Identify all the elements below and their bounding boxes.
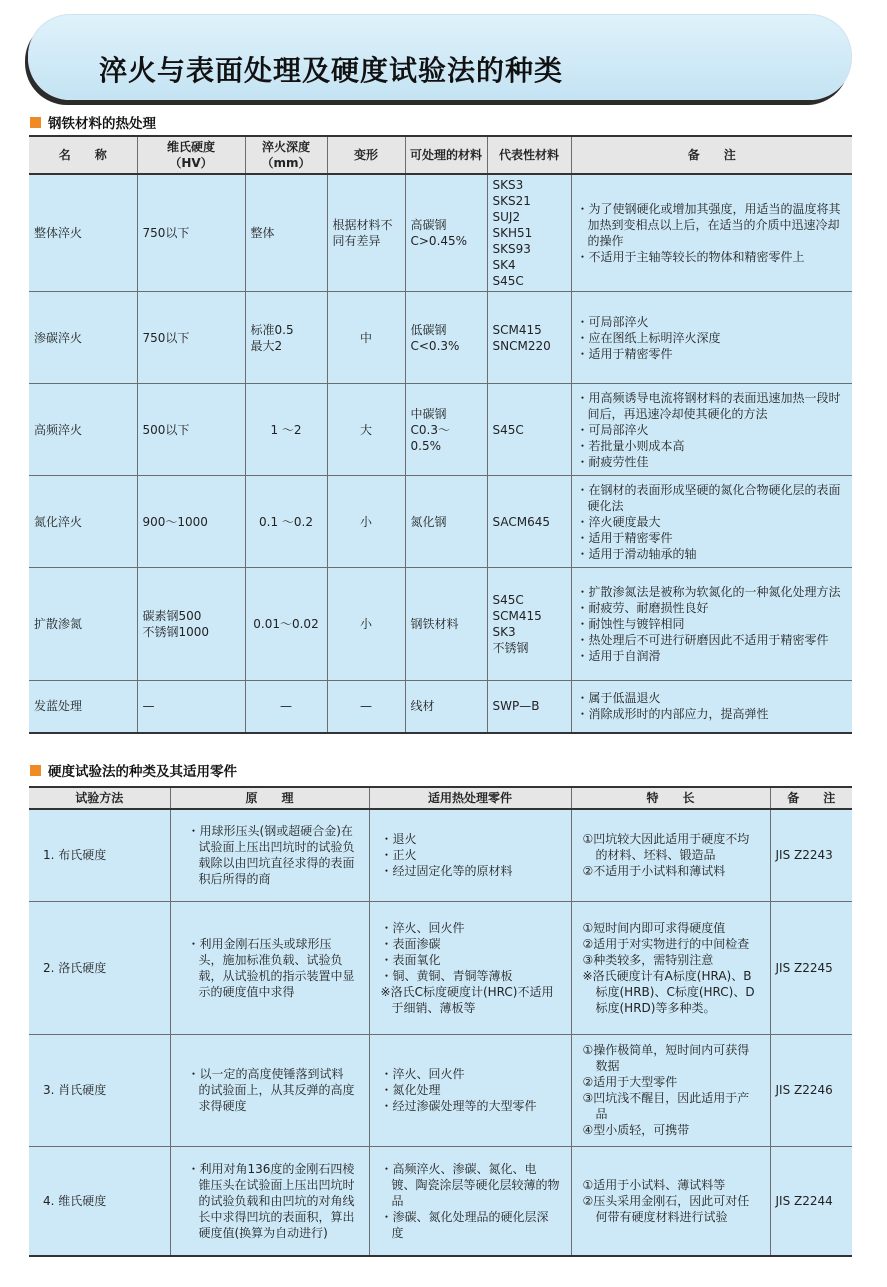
- feature-marker: ※: [582, 968, 593, 983]
- treatment-name: 扩散渗氮: [29, 568, 137, 681]
- col-header-material: 可处理的材料: [405, 136, 487, 174]
- feature-text: 凹坑较大因此适用于硬度不均的材料、坯料、锻造品: [593, 832, 750, 863]
- vickers-hardness: 750以下: [137, 174, 245, 292]
- table-row: [29, 292, 852, 384]
- feature-text: 型小质轻，可携带: [593, 1123, 690, 1137]
- treatable-material: 低碳钢 C<0.3%: [405, 292, 487, 384]
- deformation: 小: [327, 568, 405, 681]
- part-item: [381, 1098, 560, 1114]
- quench-depth: 0.01～0.02: [245, 568, 327, 681]
- part-text: 表面氧化: [392, 952, 441, 967]
- vickers-hardness: 碳素钢500 不锈钢1000: [137, 568, 245, 681]
- note-text: 适用于精密零件: [588, 530, 673, 545]
- standard-note: JIS Z2246: [770, 1034, 852, 1146]
- principle-text: 用球形压头(钢或超硬合金)在试验面上压出凹坑时的试验负载除以由凹坑直径求得的表面积后所得的商: [198, 824, 355, 887]
- part-item: [381, 1161, 560, 1209]
- part-text: 氮化处理: [392, 1083, 441, 1097]
- part-text: 经过固定化等的原材料: [392, 864, 513, 879]
- feature-marker: ③: [582, 1091, 594, 1105]
- feature-marker: ③: [582, 952, 594, 967]
- parts-list: [375, 920, 566, 1016]
- feature-item: [583, 1090, 759, 1122]
- part-text: 经过渗碳处理等的大型零件: [392, 1099, 537, 1113]
- part-text: 淬火、回火件: [392, 1067, 465, 1081]
- parts-list: [375, 831, 566, 879]
- notes-cell: [571, 476, 852, 568]
- note-text: 应在图纸上标明淬火深度: [588, 330, 721, 345]
- principle-item: ・利用金刚石压头或球形压头，施加标准负载、试验负载，从试验机的指示装置中显示的硬度值中求得: [187, 936, 355, 999]
- note-text: 为了使钢硬化或增加其强度，用适当的温度将其加热到变相点以上后，在适当的介质中迅速冷却的操作: [587, 202, 841, 248]
- principle-item: ・利用对角136度的金刚石四棱锥压头在试验面上压出凹坑时的试验负载和由凹坑的对角线长中求得凹坑的表面积，算出硬度值(换算为自动进行): [187, 1161, 355, 1240]
- orange-square-icon: [30, 117, 41, 128]
- feature-text: 凹坑浅不醒目，因此适用于产品: [593, 1091, 750, 1121]
- part-item: [381, 952, 560, 968]
- note-text: 消除成形时的内部应力，提高弹性: [588, 707, 769, 722]
- feature-item: [583, 1122, 759, 1138]
- note-item: ・若批量小则成本高: [576, 438, 685, 453]
- principle-text: 利用对角136度的金刚石四棱锥压头在试验面上压出凹坑时的试验负载和由凹坑的对角线长中求得凹坑的表面积，算出硬度值(换算为自动进行): [198, 1161, 355, 1240]
- note-item: ・扩散渗氮法是被称为软氮化的一种氮化处理方法: [576, 585, 841, 599]
- feature-marker: ②: [582, 1193, 594, 1208]
- note-item: ・应在图纸上标明淬火深度: [576, 330, 721, 345]
- col-header-parts: 适用热处理零件: [369, 787, 571, 809]
- treatment-name: 渗碳淬火: [29, 292, 137, 384]
- part-text: 渗碳、氮化处理品的硬化层深度: [391, 1209, 549, 1240]
- deformation: 根据材料不同有差异: [327, 174, 405, 292]
- principle-list: [176, 823, 364, 887]
- note-text: 可局部淬火: [588, 314, 649, 329]
- feature-marker: ②: [582, 1075, 594, 1089]
- part-marker: ・: [380, 936, 393, 951]
- col-header-depth: 淬火深度 （mm）: [245, 136, 327, 174]
- standard-note: JIS Z2243: [770, 809, 852, 901]
- notes-cell: [571, 681, 852, 733]
- col-header-deform: 变形: [327, 136, 405, 174]
- quench-depth: 整体: [245, 174, 327, 292]
- part-item: [381, 847, 560, 863]
- table-row: [29, 1034, 852, 1146]
- feature-marker: ①: [582, 832, 594, 847]
- note-item: ・淬火硬度最大: [576, 514, 661, 529]
- table-row: [29, 809, 852, 901]
- test-method: 1. 布氏硬度: [29, 809, 170, 901]
- part-marker: ・: [380, 1083, 393, 1097]
- quench-depth: 1 ～2: [245, 384, 327, 476]
- note-text: 适用于精密零件: [588, 346, 673, 361]
- representative-material: SWP—B: [487, 681, 571, 733]
- notes-list: [577, 584, 848, 664]
- part-marker: ・: [380, 1161, 393, 1176]
- vickers-hardness: —: [137, 681, 245, 733]
- feature-text: 操作极简单，短时间内可获得数据: [593, 1043, 750, 1073]
- col-header-hv: 维氏硬度 （HV）: [137, 136, 245, 174]
- feature-text: 压头采用金刚石，因此可对任何带有硬度材料进行试验: [593, 1193, 750, 1224]
- deformation: 大: [327, 384, 405, 476]
- treatable-material: 高碳钢 C>0.45%: [405, 174, 487, 292]
- note-item: ・可局部淬火: [576, 422, 649, 437]
- feature-item: [583, 1042, 759, 1074]
- part-item: [381, 1082, 560, 1098]
- col-header-name: 名 称: [29, 136, 137, 174]
- note-item: ・适用于精密零件: [576, 530, 673, 545]
- treatment-name: 整体淬火: [29, 174, 137, 292]
- col-header-principle: 原 理: [170, 787, 369, 809]
- quench-depth: —: [245, 681, 327, 733]
- treatment-name: 发蓝处理: [29, 681, 137, 733]
- note-text: 适用于自润滑: [588, 649, 661, 663]
- feature-item: [583, 920, 759, 936]
- note-item: ・消除成形时的内部应力，提高弹性: [576, 707, 769, 722]
- note-text: 属于低温退火: [588, 691, 661, 706]
- table-row: [29, 174, 852, 292]
- note-text: 若批量小则成本高: [588, 438, 685, 453]
- standard-note: JIS Z2244: [770, 1146, 852, 1256]
- treatment-name: 高频淬火: [29, 384, 137, 476]
- applicable-parts-cell: [369, 1146, 571, 1256]
- notes-cell: [571, 568, 852, 681]
- feature-item: [583, 1193, 759, 1225]
- note-item: ・适用于自润滑: [576, 649, 661, 663]
- table-row: [29, 476, 852, 568]
- test-method: 2. 洛氏硬度: [29, 901, 170, 1034]
- principle-list: [176, 1066, 364, 1114]
- treatment-name: 氮化淬火: [29, 476, 137, 568]
- quench-depth: 标准0.5 最大2: [245, 292, 327, 384]
- note-item: ・热处理后不可进行研磨因此不适用于精密零件: [576, 633, 829, 647]
- part-text: 淬火、回火件: [392, 920, 465, 935]
- parts-list: [375, 1066, 566, 1114]
- feature-item: [583, 1177, 759, 1193]
- table-header-row: [29, 136, 852, 174]
- principle-text: 以一定的高度使锤落到试料的试验面上，从其反弹的高度求得硬度: [198, 1067, 355, 1113]
- note-item: ・在钢材的表面形成坚硬的氮化合物硬化层的表面硬化法: [576, 482, 841, 513]
- representative-material: SKS3 SKS21 SUJ2 SKH51 SKS93 SK4 S45C: [487, 174, 571, 292]
- note-item: ・适用于滑动轴承的轴: [576, 546, 697, 561]
- notes-list: [577, 314, 848, 362]
- part-item: [381, 936, 560, 952]
- feature-marker: ①: [582, 1177, 594, 1192]
- note-text: 淬火硬度最大: [588, 514, 661, 529]
- part-marker: ・: [380, 864, 393, 879]
- part-marker: ・: [380, 848, 393, 863]
- feature-text: 种类较多，需特别注意: [593, 952, 714, 967]
- features-list: [577, 831, 765, 879]
- table-header-row: [29, 787, 852, 809]
- notes-cell: [571, 174, 852, 292]
- feature-item: [583, 831, 759, 863]
- note-item: ・属于低温退火: [576, 691, 661, 706]
- part-marker: ・: [380, 952, 393, 967]
- note-text: 不适用于主轴等较长的物体和精密零件上: [588, 250, 805, 264]
- part-item: [381, 1066, 560, 1082]
- part-text: 表面渗碳: [392, 936, 441, 951]
- deformation: 小: [327, 476, 405, 568]
- treatable-material: 钢铁材料: [405, 568, 487, 681]
- section2-title: 硬度试验法的种类及其适用零件: [48, 764, 237, 780]
- features-list: [577, 920, 765, 1016]
- note-item: ・为了使钢硬化或增加其强度，用适当的温度将其加热到变相点以上后，在适当的介质中迅速冷却的操作: [576, 202, 841, 248]
- features-cell: [571, 901, 770, 1034]
- part-item: [381, 1209, 560, 1241]
- principle-item: ・用球形压头(钢或超硬合金)在试验面上压出凹坑时的试验负载除以由凹坑直径求得的表面积后所得的商: [187, 824, 355, 887]
- note-text: 适用于滑动轴承的轴: [588, 546, 697, 561]
- feature-marker: ①: [582, 1043, 594, 1057]
- heat-treatment-table: [29, 135, 852, 734]
- part-marker: ・: [380, 1099, 393, 1113]
- part-marker: ・: [380, 832, 393, 847]
- feature-marker: ②: [582, 936, 594, 951]
- part-marker: ・: [380, 1067, 393, 1081]
- feature-text: 适用于小试料、薄试料等: [593, 1177, 726, 1192]
- principle-cell: [170, 1146, 369, 1256]
- part-item: [381, 920, 560, 936]
- feature-text: 不适用于小试料和薄试料: [593, 864, 726, 879]
- representative-material: SACM645: [487, 476, 571, 568]
- col-header-rep: 代表性材料: [487, 136, 571, 174]
- treatable-material: 氮化钢: [405, 476, 487, 568]
- feature-item: [583, 936, 759, 952]
- representative-material: S45C SCM415 SK3 不锈钢: [487, 568, 571, 681]
- notes-cell: [571, 384, 852, 476]
- part-text: 退火: [392, 832, 417, 847]
- representative-material: S45C: [487, 384, 571, 476]
- note-text: 在钢材的表面形成坚硬的氮化合物硬化层的表面硬化法: [587, 482, 841, 513]
- features-list: [577, 1042, 765, 1138]
- notes-cell: [571, 292, 852, 384]
- part-text: 高频淬火、渗碳、氮化、电镀、陶瓷涂层等硬化层较薄的物品: [391, 1161, 560, 1208]
- principle-list: [176, 1161, 364, 1241]
- part-item: [381, 984, 560, 1016]
- representative-material: SCM415 SNCM220: [487, 292, 571, 384]
- notes-list: [577, 690, 848, 722]
- page-title: 淬火与表面处理及硬度试验法的种类: [99, 54, 564, 87]
- note-item: ・可局部淬火: [576, 314, 649, 329]
- section2-heading: [30, 760, 237, 780]
- table-row: [29, 568, 852, 681]
- notes-list: [577, 482, 848, 562]
- applicable-parts-cell: [369, 901, 571, 1034]
- principle-cell: [170, 1034, 369, 1146]
- note-text: 耐蚀性与镀锌相同: [588, 617, 685, 631]
- feature-text: 适用于大型零件: [593, 1075, 678, 1089]
- feature-item: [583, 952, 759, 968]
- part-marker: ・: [380, 1209, 393, 1224]
- features-cell: [571, 809, 770, 901]
- part-text: 铜、黄铜、青铜等薄板: [392, 968, 513, 983]
- note-item: ・耐蚀性与镀锌相同: [576, 617, 685, 631]
- note-text: 可局部淬火: [588, 422, 649, 437]
- vickers-hardness: 900～1000: [137, 476, 245, 568]
- vickers-hardness: 750以下: [137, 292, 245, 384]
- title-banner: [28, 14, 852, 100]
- principle-text: 利用金刚石压头或球形压头，施加标准负载、试验负载，从试验机的指示装置中显示的硬度值中求得: [198, 936, 355, 999]
- test-method: 4. 维氏硬度: [29, 1146, 170, 1256]
- feature-item: [583, 1074, 759, 1090]
- feature-text: 洛氏硬度计有A标度(HRA)、B标度(HRB)、C标度(HRC)、D标度(HRD)等多种类。: [592, 968, 755, 1015]
- part-item: [381, 863, 560, 879]
- section1-title: 钢铁材料的热处理: [48, 116, 156, 132]
- part-marker: ・: [380, 920, 393, 935]
- note-text: 耐疲劳性佳: [588, 454, 649, 469]
- part-item: [381, 968, 560, 984]
- note-item: ・适用于精密零件: [576, 346, 673, 361]
- note-item: ・不适用于主轴等较长的物体和精密零件上: [576, 250, 805, 264]
- col-header-method: 试验方法: [29, 787, 170, 809]
- note-text: 热处理后不可进行研磨因此不适用于精密零件: [588, 633, 829, 647]
- col-header-features: 特 长: [571, 787, 770, 809]
- applicable-parts-cell: [369, 809, 571, 901]
- note-item: ・耐疲劳性佳: [576, 454, 649, 469]
- principle-list: [176, 936, 364, 1000]
- features-list: [577, 1177, 765, 1225]
- features-cell: [571, 1034, 770, 1146]
- note-text: 用高频诱导电流将钢材料的表面迅速加热一段时间后，再迅速冷却使其硬化的方法: [587, 390, 841, 421]
- col-header-note: 备 注: [770, 787, 852, 809]
- standard-note: JIS Z2245: [770, 901, 852, 1034]
- feature-marker: ①: [582, 920, 594, 935]
- table-row: [29, 681, 852, 733]
- feature-text: 短时间内即可求得硬度值: [593, 920, 726, 935]
- table-row: [29, 384, 852, 476]
- note-item: ・用高频诱导电流将钢材料的表面迅速加热一段时间后，再迅速冷却使其硬化的方法: [576, 390, 841, 421]
- part-item: [381, 831, 560, 847]
- principle-cell: [170, 809, 369, 901]
- notes-list: [577, 201, 848, 265]
- deformation: 中: [327, 292, 405, 384]
- applicable-parts-cell: [369, 1034, 571, 1146]
- col-header-notes: 备 注: [571, 136, 852, 174]
- orange-square-icon: [30, 765, 41, 776]
- part-marker: ※: [380, 984, 391, 999]
- note-text: 耐疲劳、耐磨损性良好: [588, 601, 709, 615]
- treatable-material: 线材: [405, 681, 487, 733]
- treatable-material: 中碳钢 C0.3～ 0.5%: [405, 384, 487, 476]
- table-row: [29, 1146, 852, 1256]
- section1-heading: [30, 112, 156, 132]
- feature-text: 适用于对实物进行的中间检查: [593, 936, 750, 951]
- part-text: 洛氏C标度硬度计(HRC)不适用于细销、薄板等: [390, 984, 554, 1015]
- feature-marker: ④: [582, 1123, 594, 1137]
- test-method: 3. 肖氏硬度: [29, 1034, 170, 1146]
- feature-item: [583, 968, 759, 1016]
- parts-list: [375, 1161, 566, 1241]
- principle-item: ・以一定的高度使锤落到试料的试验面上，从其反弹的高度求得硬度: [187, 1067, 355, 1113]
- note-item: ・耐疲劳、耐磨损性良好: [576, 601, 709, 615]
- note-text: 扩散渗氮法是被称为软氮化的一种氮化处理方法: [588, 585, 841, 599]
- principle-cell: [170, 901, 369, 1034]
- notes-list: [577, 390, 848, 470]
- deformation: —: [327, 681, 405, 733]
- feature-item: [583, 863, 759, 879]
- features-cell: [571, 1146, 770, 1256]
- table-row: [29, 901, 852, 1034]
- part-marker: ・: [380, 968, 393, 983]
- feature-marker: ②: [582, 864, 594, 879]
- vickers-hardness: 500以下: [137, 384, 245, 476]
- part-text: 正火: [392, 848, 417, 863]
- hardness-test-table: [29, 786, 852, 1257]
- quench-depth: 0.1 ～0.2: [245, 476, 327, 568]
